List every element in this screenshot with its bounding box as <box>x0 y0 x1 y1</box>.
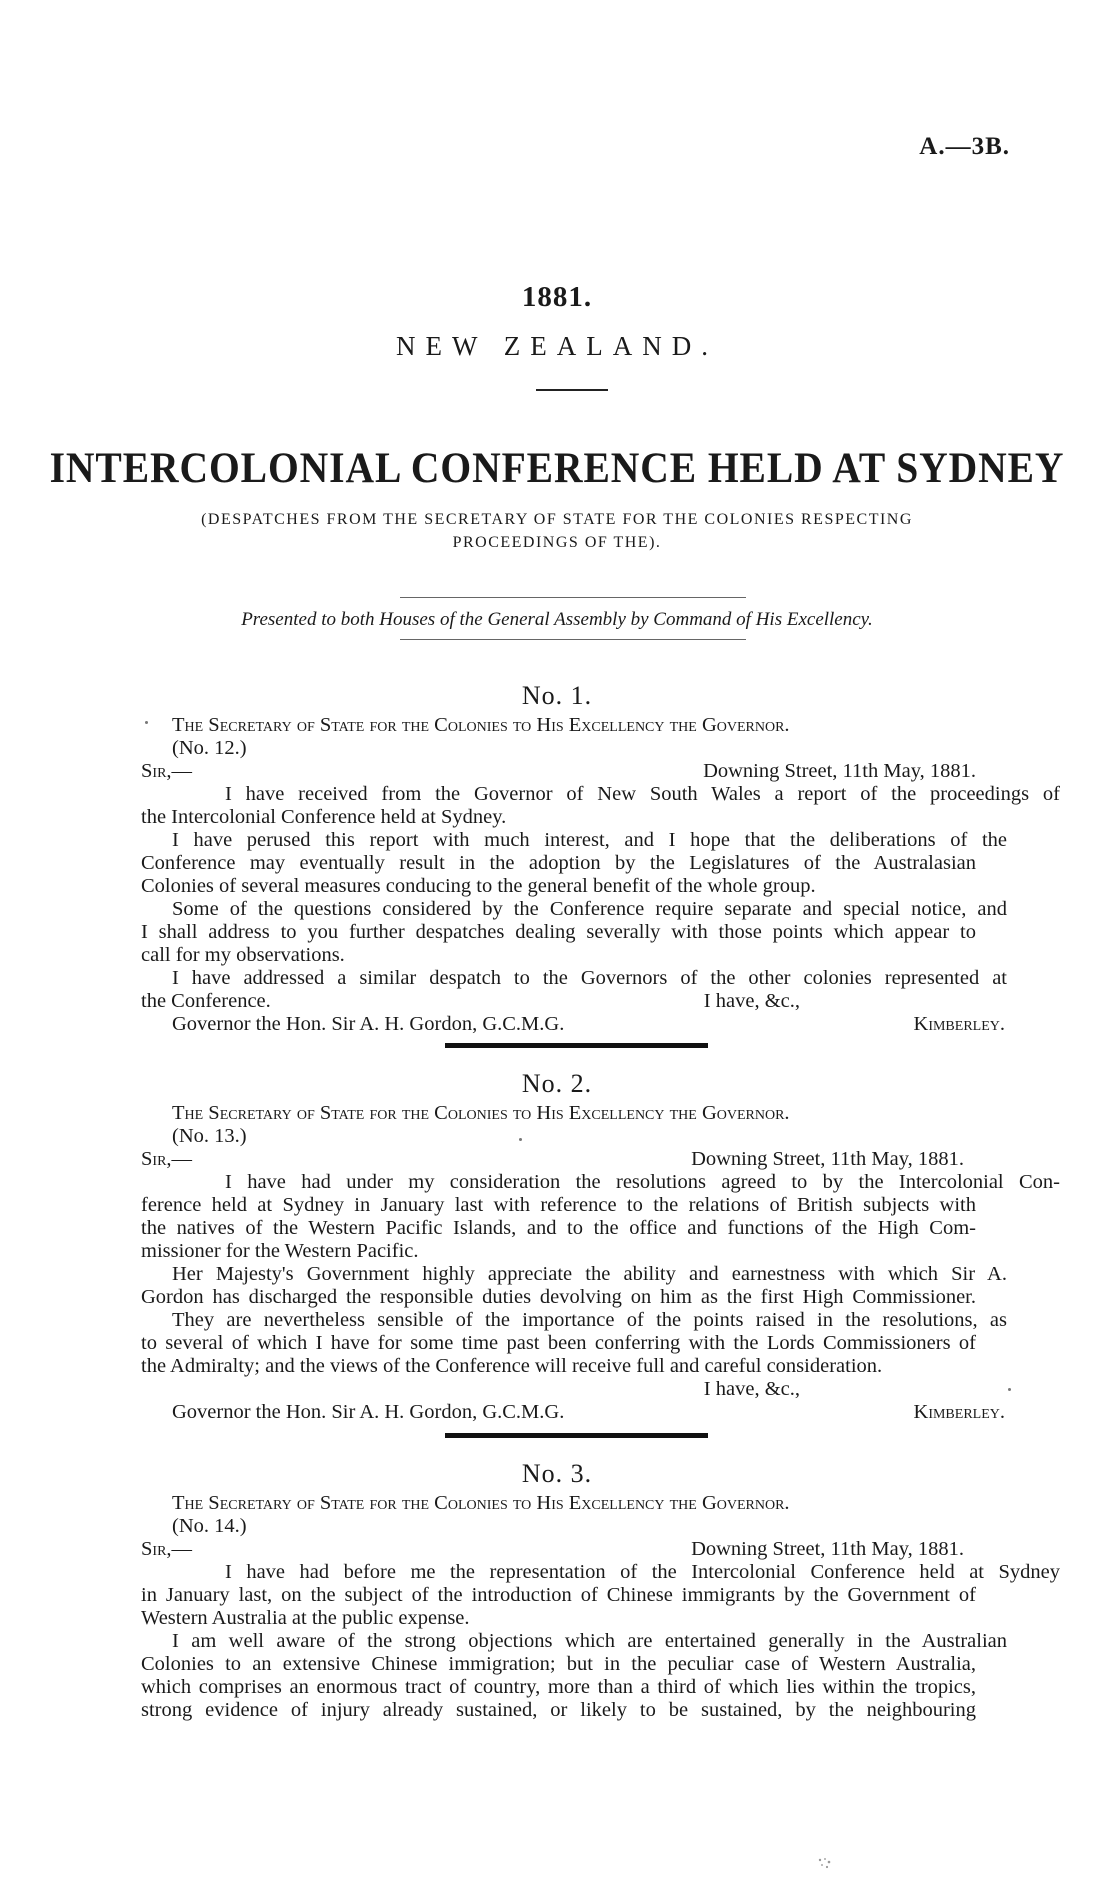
paragraph-line: I shall address to you further despatches dealing severally with those points which appear to <box>141 921 976 943</box>
salutation: Sir,— <box>141 1538 193 1560</box>
paragraph-line: ference held at Sydney in January last with reference to the relations of British subjects with <box>141 1194 976 1216</box>
place-date: Downing Street, 11th May, 1881. <box>691 1538 964 1560</box>
presented-rule-bottom <box>400 639 746 640</box>
section-1-signoff <box>141 1013 1007 1036</box>
paragraph-line: I have had before me the representation of the Intercolonial Conference held at Sydney <box>225 1561 1060 1583</box>
section-divider <box>445 1043 708 1048</box>
paragraph-line: Conference may eventually result in the adoption by the Legislatures of the Australasian <box>141 852 976 874</box>
page-reference: A.—3B. <box>919 133 1010 160</box>
paragraph-line: to several of which I have for some time past been conferring with the Lords Commissioners of <box>141 1332 976 1354</box>
salutation: Sir,— <box>141 1148 193 1170</box>
section-heading-1: No. 1. <box>521 681 593 710</box>
place-date: Downing Street, 11th May, 1881. <box>691 1148 964 1170</box>
paragraph-line: the Intercolonial Conference held at Sydney. <box>141 806 507 828</box>
paragraph-line: Gordon has discharged the responsible duties devolving on him as the first High Commissioner. <box>141 1286 976 1308</box>
closing: I have, &c., <box>703 1378 800 1400</box>
paragraph-line: in January last, on the subject of the introduction of Chinese immigrants by the Government of <box>141 1584 976 1606</box>
recipient: Governor the Hon. Sir A. H. Gordon, G.C.M.G. <box>172 1401 565 1423</box>
paragraph-line: Colonies of several measures conducing to the general benefit of the whole group. <box>141 875 816 897</box>
library-stamp-mark <box>816 1856 834 1870</box>
section-3-dateline <box>141 1538 976 1561</box>
section-2-signoff <box>141 1401 1007 1424</box>
section-heading-3: No. 3. <box>521 1459 593 1488</box>
section-1-number: (No. 12.) <box>172 737 247 759</box>
section-heading-2: No. 2. <box>521 1069 593 1098</box>
section-3-addressee: The Secretary of State for the Colonies to His Excellency the Governor. <box>172 1492 790 1514</box>
paragraph-line: missioner for the Western Pacific. <box>141 1240 419 1262</box>
paragraph-line: strong evidence of injury already sustained, or likely to be sustained, by the neighbouring <box>141 1699 976 1721</box>
paragraph-line: Western Australia at the public expense. <box>141 1607 470 1629</box>
section-2-addressee: The Secretary of State for the Colonies to His Excellency the Governor. <box>172 1102 790 1124</box>
country: NEW ZEALAND. <box>396 331 718 361</box>
paragraph-line: I have had under my consideration the resolutions agreed to by the Intercolonial Con- <box>225 1171 1060 1193</box>
closing: I have, &c., <box>703 990 800 1012</box>
paragraph-line: the Conference. <box>141 990 271 1012</box>
paragraph-line: I am well aware of the strong objections which are entertained generally in the Australian <box>172 1630 1007 1652</box>
signature: Kimberley. <box>913 1401 1005 1423</box>
paragraph-line: which comprises an enormous tract of country, more than a third of which lies within the tropics, <box>141 1676 976 1698</box>
page-title: INTERCOLONIAL CONFERENCE HELD AT SYDNEY <box>49 445 1065 492</box>
presented-note: Presented to both Houses of the General Assembly by Command of His Excellency. <box>241 609 873 630</box>
section-1-addressee: The Secretary of State for the Colonies to His Excellency the Governor. <box>172 714 790 736</box>
paragraph-line: the Admiralty; and the views of the Conference will receive full and careful consideration. <box>141 1355 883 1377</box>
ink-speck <box>1008 1388 1011 1391</box>
paragraph-line: Colonies to an extensive Chinese immigration; but in the peculiar case of Western Australia, <box>141 1653 976 1675</box>
presented-rule-top <box>400 597 746 598</box>
section-1-dateline <box>141 760 976 783</box>
paragraph-line: I have received from the Governor of New South Wales a report of the proceedings of <box>225 783 1060 805</box>
paragraph-line: Some of the questions considered by the Conference require separate and special notice, and <box>172 898 1007 920</box>
signature: Kimberley. <box>913 1013 1005 1035</box>
section-divider <box>445 1433 708 1438</box>
section-1-closing-line <box>141 990 976 1013</box>
place-date: Downing Street, 11th May, 1881. <box>703 760 976 782</box>
ink-speck <box>519 1138 522 1141</box>
salutation: Sir,— <box>141 760 193 782</box>
section-3-number: (No. 14.) <box>172 1515 247 1537</box>
paragraph-line: the natives of the Western Pacific Islands, and to the office and functions of the High Com- <box>141 1217 976 1239</box>
paragraph-line: call for my observations. <box>141 944 345 966</box>
title-divider <box>536 389 608 391</box>
section-2-dateline <box>141 1148 976 1171</box>
recipient: Governor the Hon. Sir A. H. Gordon, G.C.M.G. <box>172 1013 565 1035</box>
paragraph-line: Her Majesty's Government highly appreciate the ability and earnestness with which Sir A. <box>172 1263 1007 1285</box>
section-2-number: (No. 13.) <box>172 1125 247 1147</box>
year: 1881. <box>521 281 593 313</box>
page-subtitle: (DESPATCHES FROM THE SECRETARY OF STATE FOR THE COLONIES RESPECTING PROCEEDINGS OF THE). <box>201 511 913 551</box>
paragraph-line: I have perused this report with much interest, and I hope that the deliberations of the <box>172 829 1007 851</box>
paragraph-line: I have addressed a similar despatch to the Governors of the other colonies represented at <box>172 967 1007 989</box>
paragraph-line: They are nevertheless sensible of the importance of the points raised in the resolutions, as <box>172 1309 1007 1331</box>
